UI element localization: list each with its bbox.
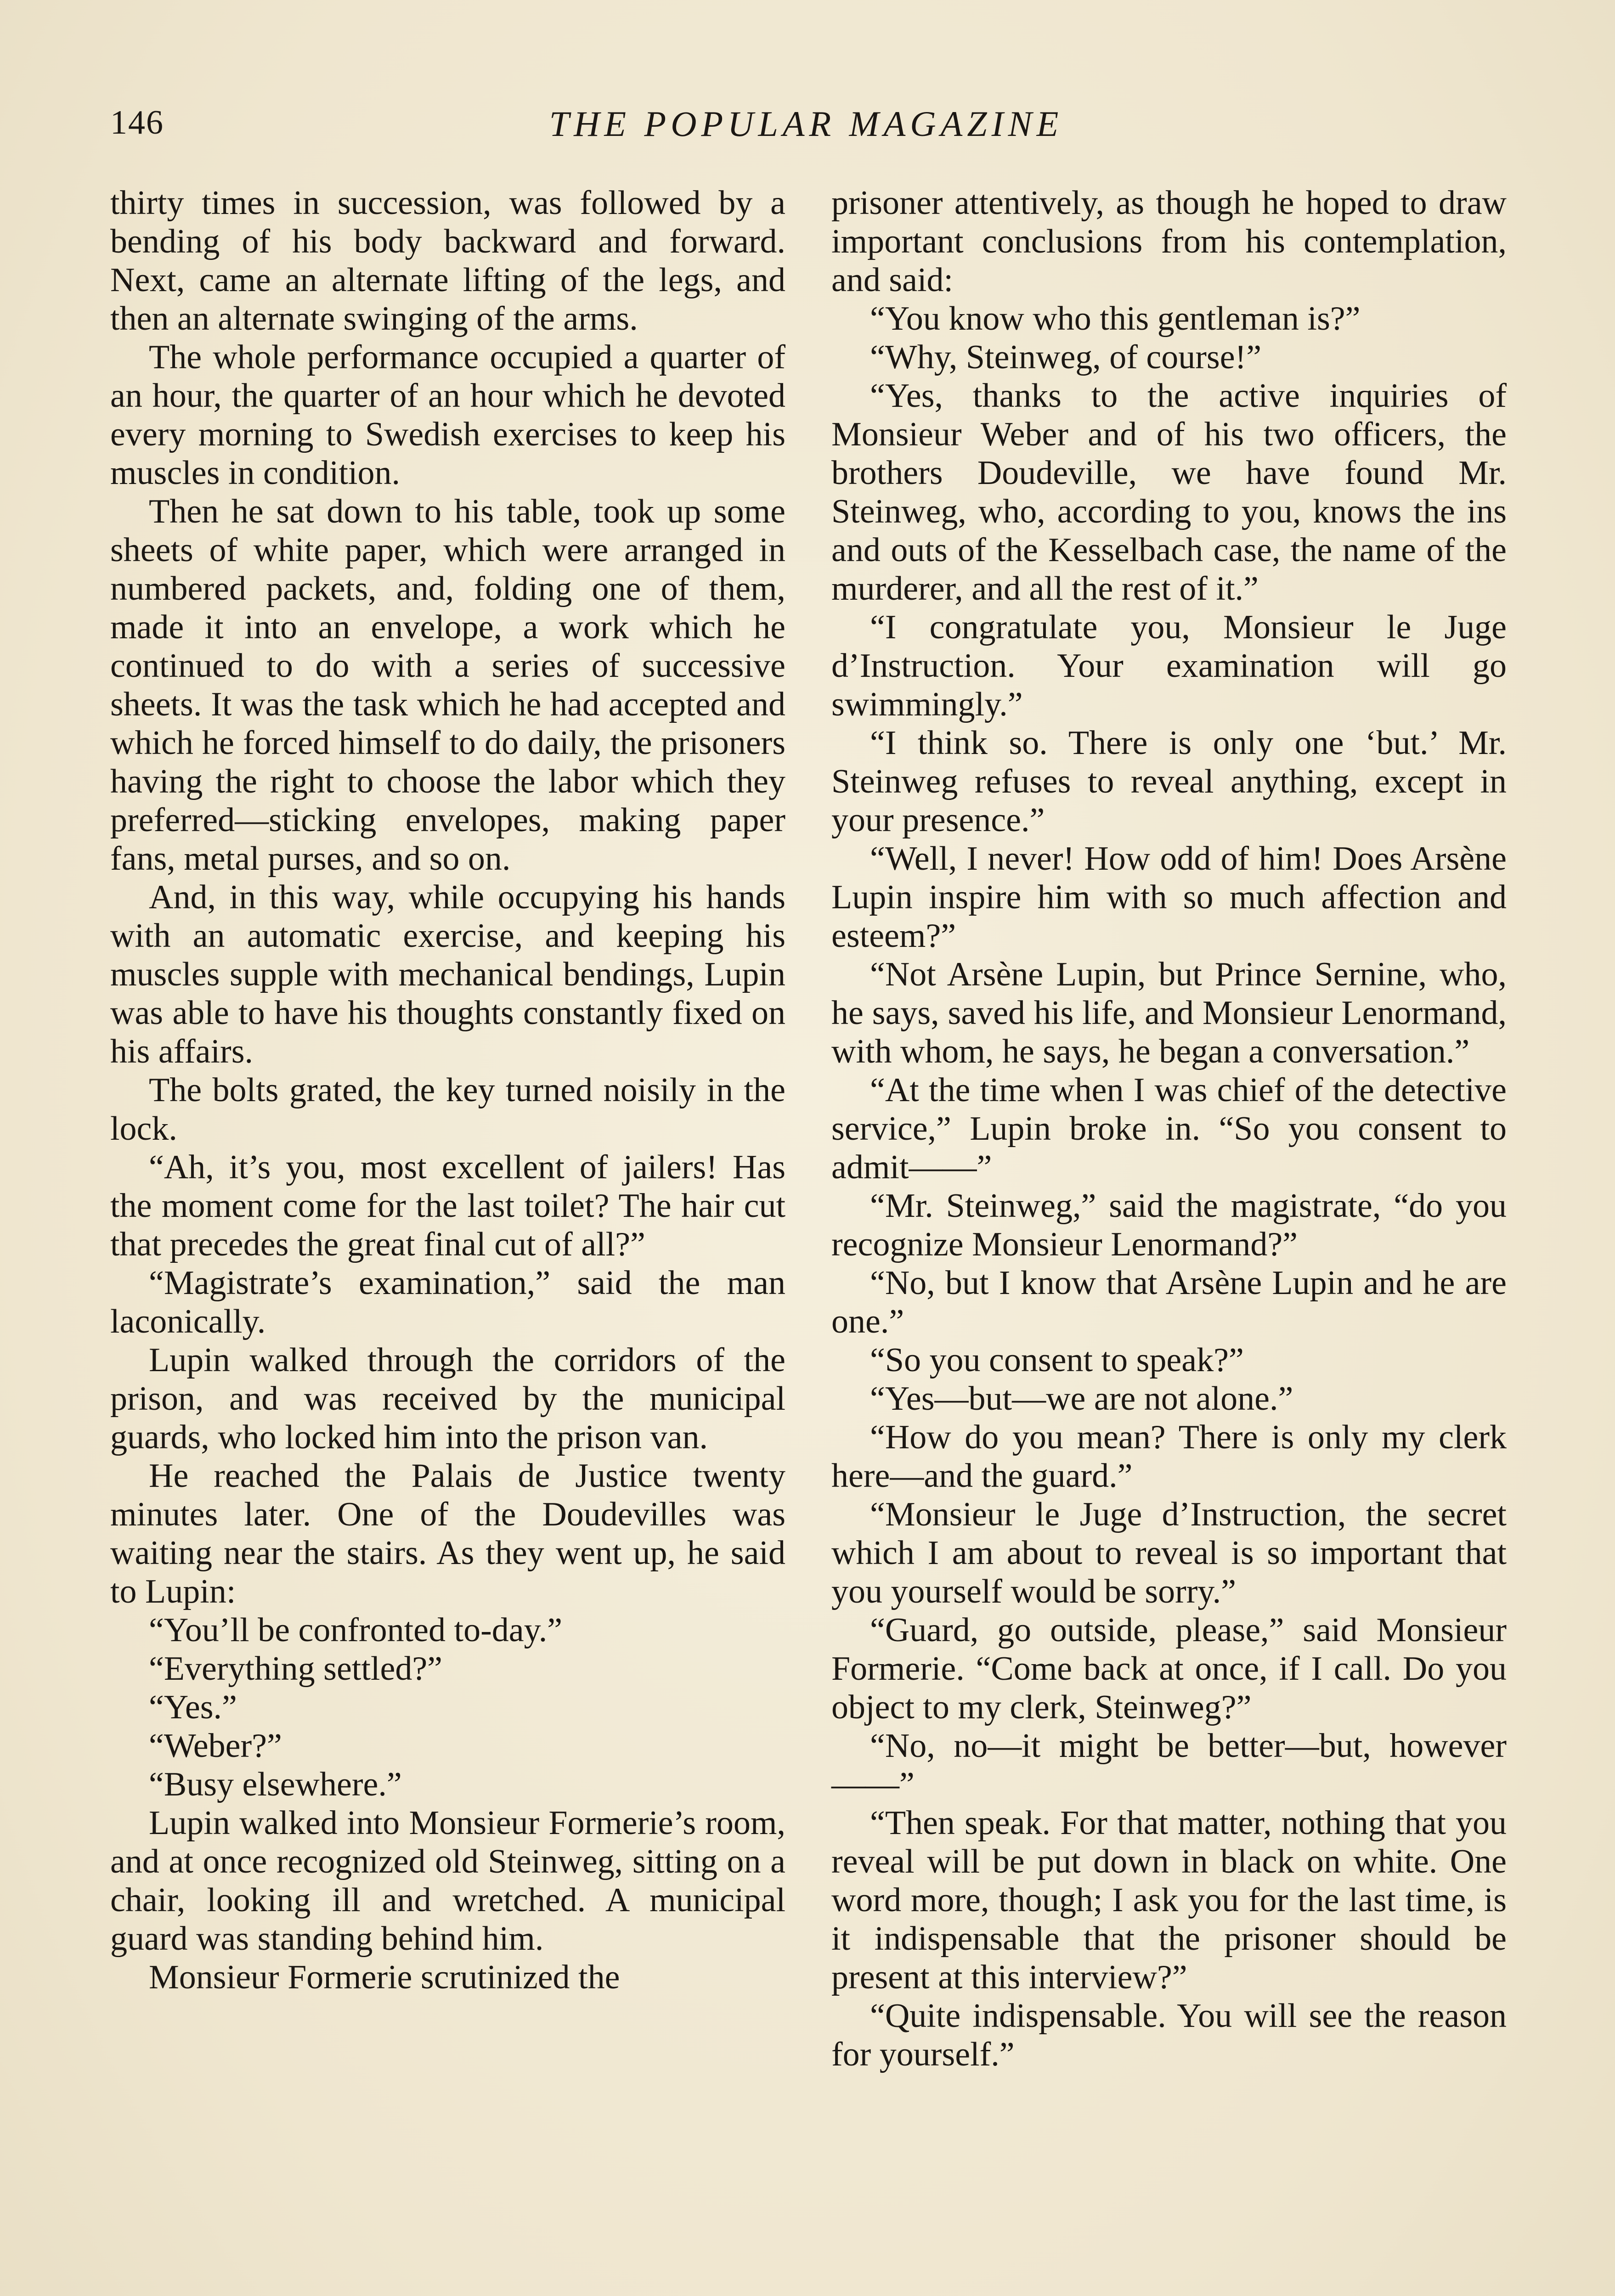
- page-number: 146: [110, 104, 164, 141]
- paragraph: The bolts grated, the key turned noisily in the lock.: [110, 1071, 785, 1148]
- paragraph: “Everything settled?”: [149, 1650, 443, 1688]
- paragraph: “Yes—but—we are not alone.”: [870, 1380, 1293, 1418]
- paragraph: “Guard, go outside, please,” said Monsieur Formerie. “Come back at once, if I call. Do you object to my clerk, Steinweg?”: [831, 1611, 1507, 1726]
- right-column: [831, 184, 1507, 2074]
- paragraph: Lupin walked into Monsieur Formerie’s room, and at once recognized old Steinweg, sitting on a chair, looking ill and wretched. A municipal guard was standing behind him.: [110, 1804, 785, 1958]
- paragraph: “So you consent to speak?”: [870, 1341, 1244, 1379]
- paragraph: “Quite indispensable. You will see the reason for yourself.”: [831, 1997, 1507, 2073]
- paragraph: “Then speak. For that matter, nothing that you reveal will be put down in black on white. One word more, though; I ask you for the last time, is it indispensable that the prisoner should be present at this interview?”: [831, 1804, 1507, 1996]
- paragraph: He reached the Palais de Justice twenty minutes later. One of the Doudevilles was waiting near the stairs. As they went up, he said to Lupin:: [110, 1457, 785, 1610]
- paragraph: “No, but I know that Arsène Lupin and he are one.”: [831, 1264, 1507, 1340]
- paragraph: And, in this way, while occupying his hands with an automatic exercise, and keeping his muscles supple with mechanical bendings, Lupin was able to have his thoughts constantly fixed on his affairs.: [110, 878, 785, 1070]
- paragraph: “I think so. There is only one ‘but.’ Mr. Steinweg refuses to reveal anything, except in your presence.”: [831, 724, 1507, 839]
- paragraph: “Not Arsène Lupin, but Prince Sernine, who, he says, saved his life, and Monsieur Lenormand, with whom, he says, he began a conversation.”: [831, 956, 1507, 1070]
- paragraph: “Magistrate’s examination,” said the man laconically.: [110, 1264, 785, 1340]
- left-column: [110, 184, 785, 1997]
- paragraph: “At the time when I was chief of the detective service,” Lupin broke in. “So you consent to admit——”: [831, 1071, 1507, 1186]
- paragraph: “Ah, it’s you, most excellent of jailers! Has the moment come for the last toilet? The hair cut that precedes the great final cut of all?”: [110, 1148, 785, 1263]
- running-title: THE POPULAR MAGAZINE: [549, 104, 1063, 144]
- paragraph: “Well, I never! How odd of him! Does Arsène Lupin inspire him with so much affection and esteem?”: [831, 840, 1507, 955]
- paragraph: prisoner attentively, as though he hoped to draw important conclusions from his contemplation, and said:: [831, 184, 1507, 299]
- paragraph: “I congratulate you, Monsieur le Juge d’Instruction. Your examination will go swimmingly.”: [831, 608, 1507, 723]
- paragraph: “Mr. Steinweg,” said the magistrate, “do you recognize Monsieur Lenormand?”: [831, 1187, 1507, 1263]
- paragraph: “You’ll be confronted to-day.”: [149, 1611, 563, 1649]
- paragraph: “Yes, thanks to the active inquiries of Monsieur Weber and of his two officers, the brothers Doudeville, we have found Mr. Steinweg, who, according to you, knows the ins and outs of the Kesselbach case, the name of the murderer, and all the rest of it.”: [831, 377, 1507, 608]
- paragraph: “You know who this gentleman is?”: [870, 300, 1361, 338]
- paragraph: “How do you mean? There is only my clerk here—and the guard.”: [831, 1418, 1507, 1495]
- paragraph: Monsieur Formerie scrutinized the: [149, 1958, 620, 1996]
- paragraph: “Yes.”: [149, 1688, 237, 1726]
- paragraph: “Why, Steinweg, of course!”: [870, 338, 1262, 376]
- paragraph: “Weber?”: [149, 1727, 282, 1765]
- paragraph: The whole performance occupied a quarter of an hour, the quarter of an hour which he devoted every morning to Swedish exercises to keep his muscles in condition.: [110, 338, 785, 492]
- paragraph: Lupin walked through the corridors of the prison, and was received by the municipal guards, who locked him into the prison van.: [110, 1341, 785, 1456]
- paragraph: thirty times in succession, was followed by a bending of his body backward and forward. Next, came an alternate lifting of the legs, and then an alternate swinging of the arms.: [110, 184, 785, 338]
- page-header: [110, 103, 1502, 154]
- paragraph: “Monsieur le Juge d’Instruction, the secret which I am about to reveal is so important that you yourself would be sorry.”: [831, 1496, 1507, 1610]
- paragraph: Then he sat down to his table, took up some sheets of white paper, which were arranged in numbered packets, and, folding one of them, made it into an envelope, a work which he continued to do with a series of successive sheets. It was the task which he had accepted and which he forced himself to do daily, the prisoners having the right to choose the labor which they preferred—sticking envelopes, making paper fans, metal purses, and so on.: [110, 493, 785, 878]
- paragraph: “No, no—it might be better—but, however——”: [831, 1727, 1507, 1803]
- paragraph: “Busy elsewhere.”: [149, 1766, 402, 1803]
